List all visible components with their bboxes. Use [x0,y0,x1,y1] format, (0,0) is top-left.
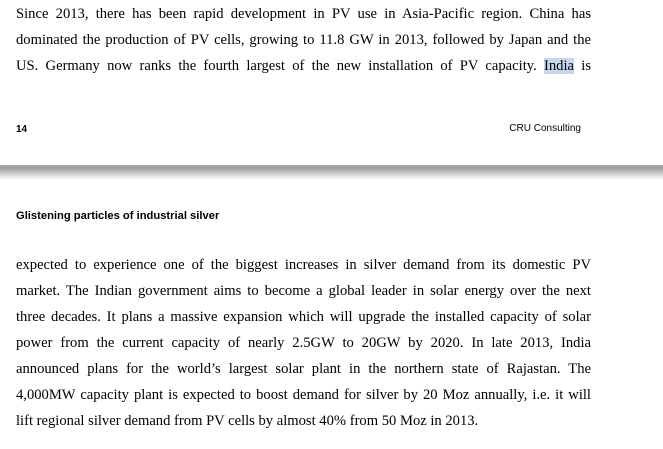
text-line: 4,000MW capacity plant is expected to boost demand for silver by 20 Moz annually, i.e. it will [16,387,591,403]
running-header-title: Glistening particles of industrial silver [16,210,220,222]
text-line: power from the current capacity of nearly 2.5GW to 20GW by 2020. In late 2013, India [16,335,591,351]
page-15-body-paragraph [16,256,591,438]
highlighted-text-selection[interactable]: India [544,58,575,74]
page-14-body-paragraph [16,5,591,83]
page-number: 14 [16,124,28,135]
text-line: dominated the production of PV cells, growing to 11.8 GW in 2013, followed by Japan and the [16,32,591,48]
text-line [16,57,591,83]
footer-organization: CRU Consulting [509,123,581,134]
text-fragment: US. Germany now ranks the fourth largest of the new installation of PV capacity. [16,58,537,74]
text-line: lift regional silver demand from PV cells by almost 40% from 50 Moz in 2013. [16,413,479,429]
text-line: announced plans for the world’s largest solar plant in the northern state of Rajastan. The [16,361,591,377]
text-line: expected to experience one of the biggest increases in silver demand from its domestic PV [16,257,591,273]
text-fragment: is [581,58,592,74]
text-line: Since 2013, there has been rapid development in PV use in Asia-Pacific region. China has [16,6,591,22]
text-line: market. The Indian government aims to become a global leader in solar energy over the next [16,283,591,299]
text-line: three decades. It plans a massive expansion which will upgrade the installed capacity of solar [16,309,591,325]
page-break-separator [0,165,663,179]
